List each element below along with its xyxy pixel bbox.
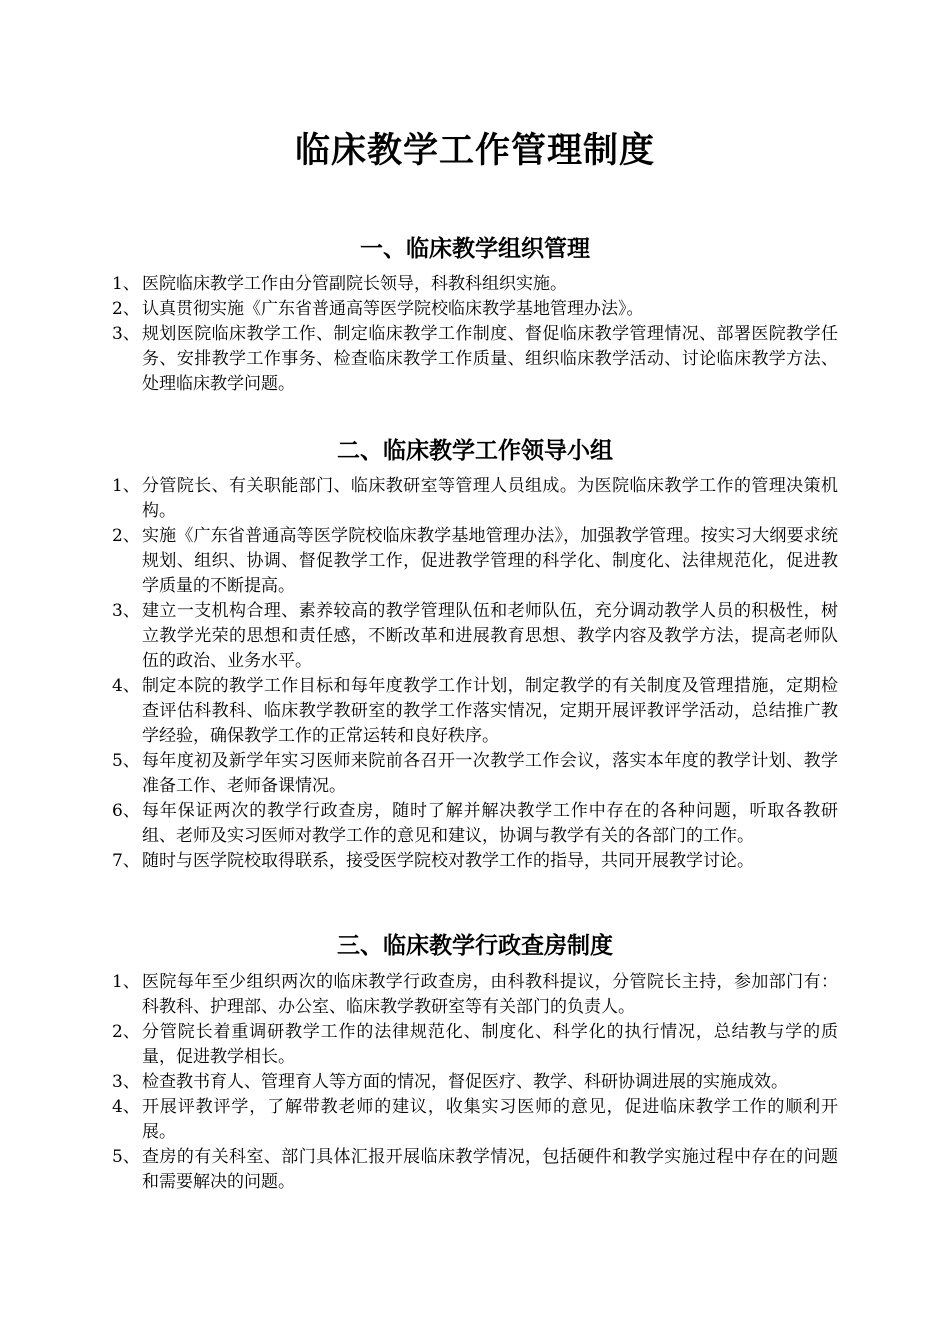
- item-text: 规划医院临床教学工作、制定临床教学工作制度、督促临床教学管理情况、部署医院教学任务、安排教学工作事务、检查临床教学工作质量、组织临床教学活动、讨论临床教学方法、处理临床教学问题。: [142, 324, 838, 394]
- item-number: 2、: [112, 1022, 140, 1042]
- item-number: 7、: [112, 851, 140, 871]
- list-item: [112, 674, 838, 749]
- item-number: 2、: [112, 526, 140, 546]
- item-text: 随时与医学院校取得联系，接受医学院校对教学工作的指导，共同开展教学讨论。: [142, 851, 754, 871]
- item-text: 分管院长着重调研教学工作的法律规范化、制度化、科学化的执行情况，总结教与学的质量，促进教学相长。: [142, 1022, 838, 1067]
- item-text: 制定本院的教学工作目标和每年度教学工作计划，制定教学的有关制度及管理措施，定期检查评估科教科、临床教学教研室的教学工作落实情况，定期开展评教评学活动，总结推广教学经验，确保教学工作的正常运转和良好秩序。: [142, 676, 838, 746]
- item-text: 分管院长、有关职能部门、临床教研室等管理人员组成。为医院临床教学工作的管理决策机构。: [142, 476, 838, 521]
- section-1-list: [112, 272, 838, 397]
- section-2-list: [112, 474, 838, 874]
- list-item: [112, 799, 838, 849]
- item-number: 4、: [112, 676, 140, 696]
- item-text: 医院每年至少组织两次的临床教学行政查房，由科教科提议，分管院长主持，参加部门有：科教科、护理部、办公室、临床教学教研室等有关部门的负责人。: [142, 972, 838, 1017]
- item-number: 3、: [112, 324, 140, 344]
- item-text: 每年度初及新学年实习医师来院前各召开一次教学工作会议，落实本年度的教学计划、教学准备工作、老师备课情况。: [142, 751, 838, 796]
- item-text: 医院临床教学工作由分管副院长领导，科教科组织实施。: [142, 274, 567, 294]
- list-item: [112, 1020, 838, 1070]
- item-number: 1、: [112, 972, 140, 992]
- item-text: 实施《广东省普通高等医学院校临床教学基地管理办法》，加强教学管理。按实习大纲要求统规划、组织、协调、督促教学工作，促进教学管理的科学化、制度化、法律规范化，促进教学质量的不断提高。: [142, 526, 838, 596]
- item-text: 建立一支机构合理、素养较高的教学管理队伍和老师队伍，充分调动教学人员的积极性，树立教学光荣的思想和责任感，不断改革和进展教育思想、教学内容及教学方法，提高老师队伍的政治、业务水平。: [142, 601, 838, 671]
- item-text: 每年保证两次的教学行政查房，随时了解并解决教学工作中存在的各种问题，听取各教研组、老师及实习医师对教学工作的意见和建议，协调与教学有关的各部门的工作。: [142, 801, 838, 846]
- list-item: [112, 322, 838, 397]
- item-number: 4、: [112, 1097, 140, 1117]
- list-item: [112, 297, 838, 322]
- item-text: 查房的有关科室、部门具体汇报开展临床教学情况，包括硬件和教学实施过程中存在的问题和需要解决的问题。: [142, 1147, 838, 1192]
- list-item: [112, 1070, 838, 1095]
- list-item: [112, 272, 838, 297]
- list-item: [112, 524, 838, 599]
- list-item: [112, 1095, 838, 1145]
- list-item: [112, 1145, 838, 1195]
- item-number: 1、: [112, 274, 140, 294]
- item-number: 6、: [112, 801, 140, 821]
- list-item: [112, 849, 838, 874]
- list-item: [112, 749, 838, 799]
- item-number: 2、: [112, 299, 140, 319]
- item-number: 5、: [112, 1147, 140, 1167]
- section-heading-2: 二、临床教学工作领导小组: [337, 437, 613, 464]
- section-3-list: [112, 970, 838, 1195]
- item-text: 认真贯彻实施《广东省普通高等医学院校临床教学基地管理办法》。: [142, 299, 644, 319]
- item-number: 5、: [112, 751, 140, 771]
- list-item: [112, 599, 838, 674]
- item-number: 3、: [112, 601, 140, 621]
- item-text: 检查教书育人、管理育人等方面的情况，督促医疗、教学、科研协调进展的实施成效。: [142, 1072, 788, 1092]
- document-title: 临床教学工作管理制度: [294, 130, 655, 171]
- section-heading-3: 三、临床教学行政查房制度: [337, 932, 613, 959]
- section-heading-1: 一、临床教学组织管理: [360, 235, 590, 262]
- item-text: 开展评教评学，了解带教老师的建议，收集实习医师的意见，促进临床教学工作的顺利开展。: [142, 1097, 838, 1142]
- item-number: 1、: [112, 476, 140, 496]
- list-item: [112, 474, 838, 524]
- list-item: [112, 970, 838, 1020]
- item-number: 3、: [112, 1072, 140, 1092]
